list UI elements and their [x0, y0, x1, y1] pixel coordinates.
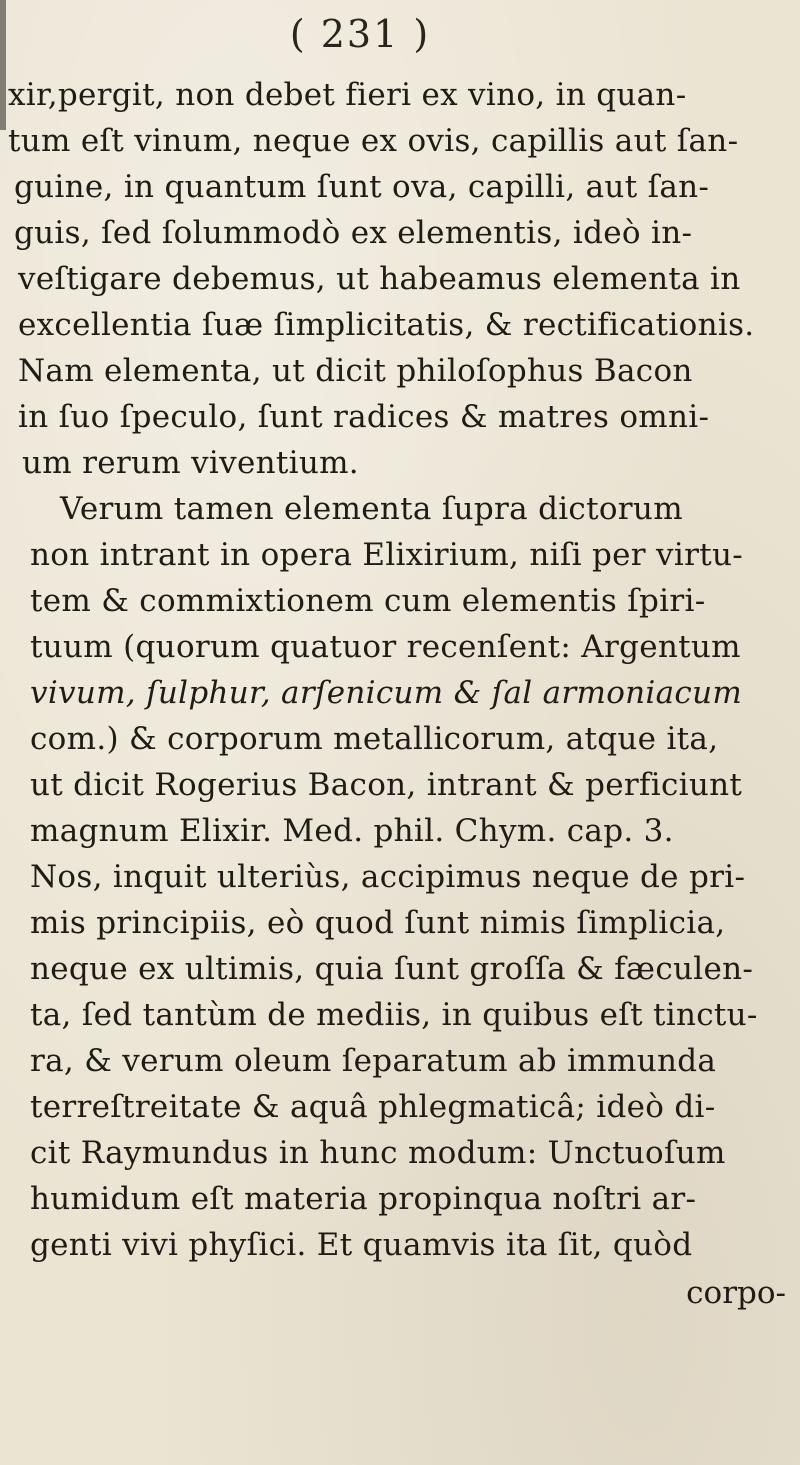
- text-line: xir,pergit, non debet fieri ex vino, in quan-: [8, 77, 687, 113]
- text-line: tum eſt vinum, neque ex ovis, capillis aut ſan-: [8, 123, 739, 159]
- page-number: ( 231 ): [289, 12, 431, 56]
- text-line: cit Raymundus in hunc modum: Unctuoſum: [30, 1135, 726, 1171]
- text-line: non intrant in opera Elixirium, niſi per virtu-: [30, 537, 743, 573]
- text-line: guis, ſed ſolummodò ex elementis, ideò in-: [14, 215, 693, 251]
- text-line: in ſuo ſpeculo, ſunt radices & matres omni-: [18, 399, 710, 435]
- text-line: guine, in quantum ſunt ova, capilli, aut ſan-: [14, 169, 710, 205]
- text-line: genti vivi phyſici. Et quamvis ita ſit, quòd: [30, 1227, 693, 1263]
- text-line: tem & commixtionem cum elementis ſpiri-: [30, 583, 706, 619]
- text-line: ta, ſed tantùm de mediis, in quibus eſt tinctu-: [30, 997, 758, 1033]
- text-line: mis principiis, eò quod ſunt nimis ſimplicia,: [30, 905, 726, 941]
- text-line: Nam elementa, ut dicit philoſophus Bacon: [18, 353, 693, 389]
- text-line: Nos, inquit ulteriùs, accipimus neque de pri-: [30, 859, 746, 895]
- text-line: vivum, ſulphur, arſenicum & ſal armoniacum: [30, 675, 743, 711]
- text-line: magnum Elixir. Med. phil. Chym. cap. 3.: [30, 813, 674, 849]
- text-line: ra, & verum oleum ſeparatum ab immunda: [30, 1043, 717, 1079]
- text-line: Verum tamen elementa ſupra dictorum: [60, 491, 683, 527]
- text-line: tuum (quorum quatuor recenſent: Argentum: [30, 629, 741, 665]
- text-line: neque ex ultimis, quia ſunt groſſa & fæculen-: [30, 951, 754, 987]
- text-line: humidum eſt materia propinqua noſtri ar-: [30, 1181, 697, 1217]
- text-line: com.) & corporum metallicorum, atque ita,: [30, 721, 719, 757]
- text-line: terreſtreitate & aquâ phlegmaticâ; ideò di-: [30, 1089, 716, 1125]
- text-line: veſtigare debemus, ut habeamus elementa in: [18, 261, 741, 297]
- text-line: um rerum viventium.: [22, 445, 359, 481]
- text-line: excellentia ſuæ ſimplicitatis, & rectificationis.: [18, 307, 755, 343]
- catchword: corpo-: [686, 1275, 786, 1311]
- text-line: ut dicit Rogerius Bacon, intrant & perficiunt: [30, 767, 743, 803]
